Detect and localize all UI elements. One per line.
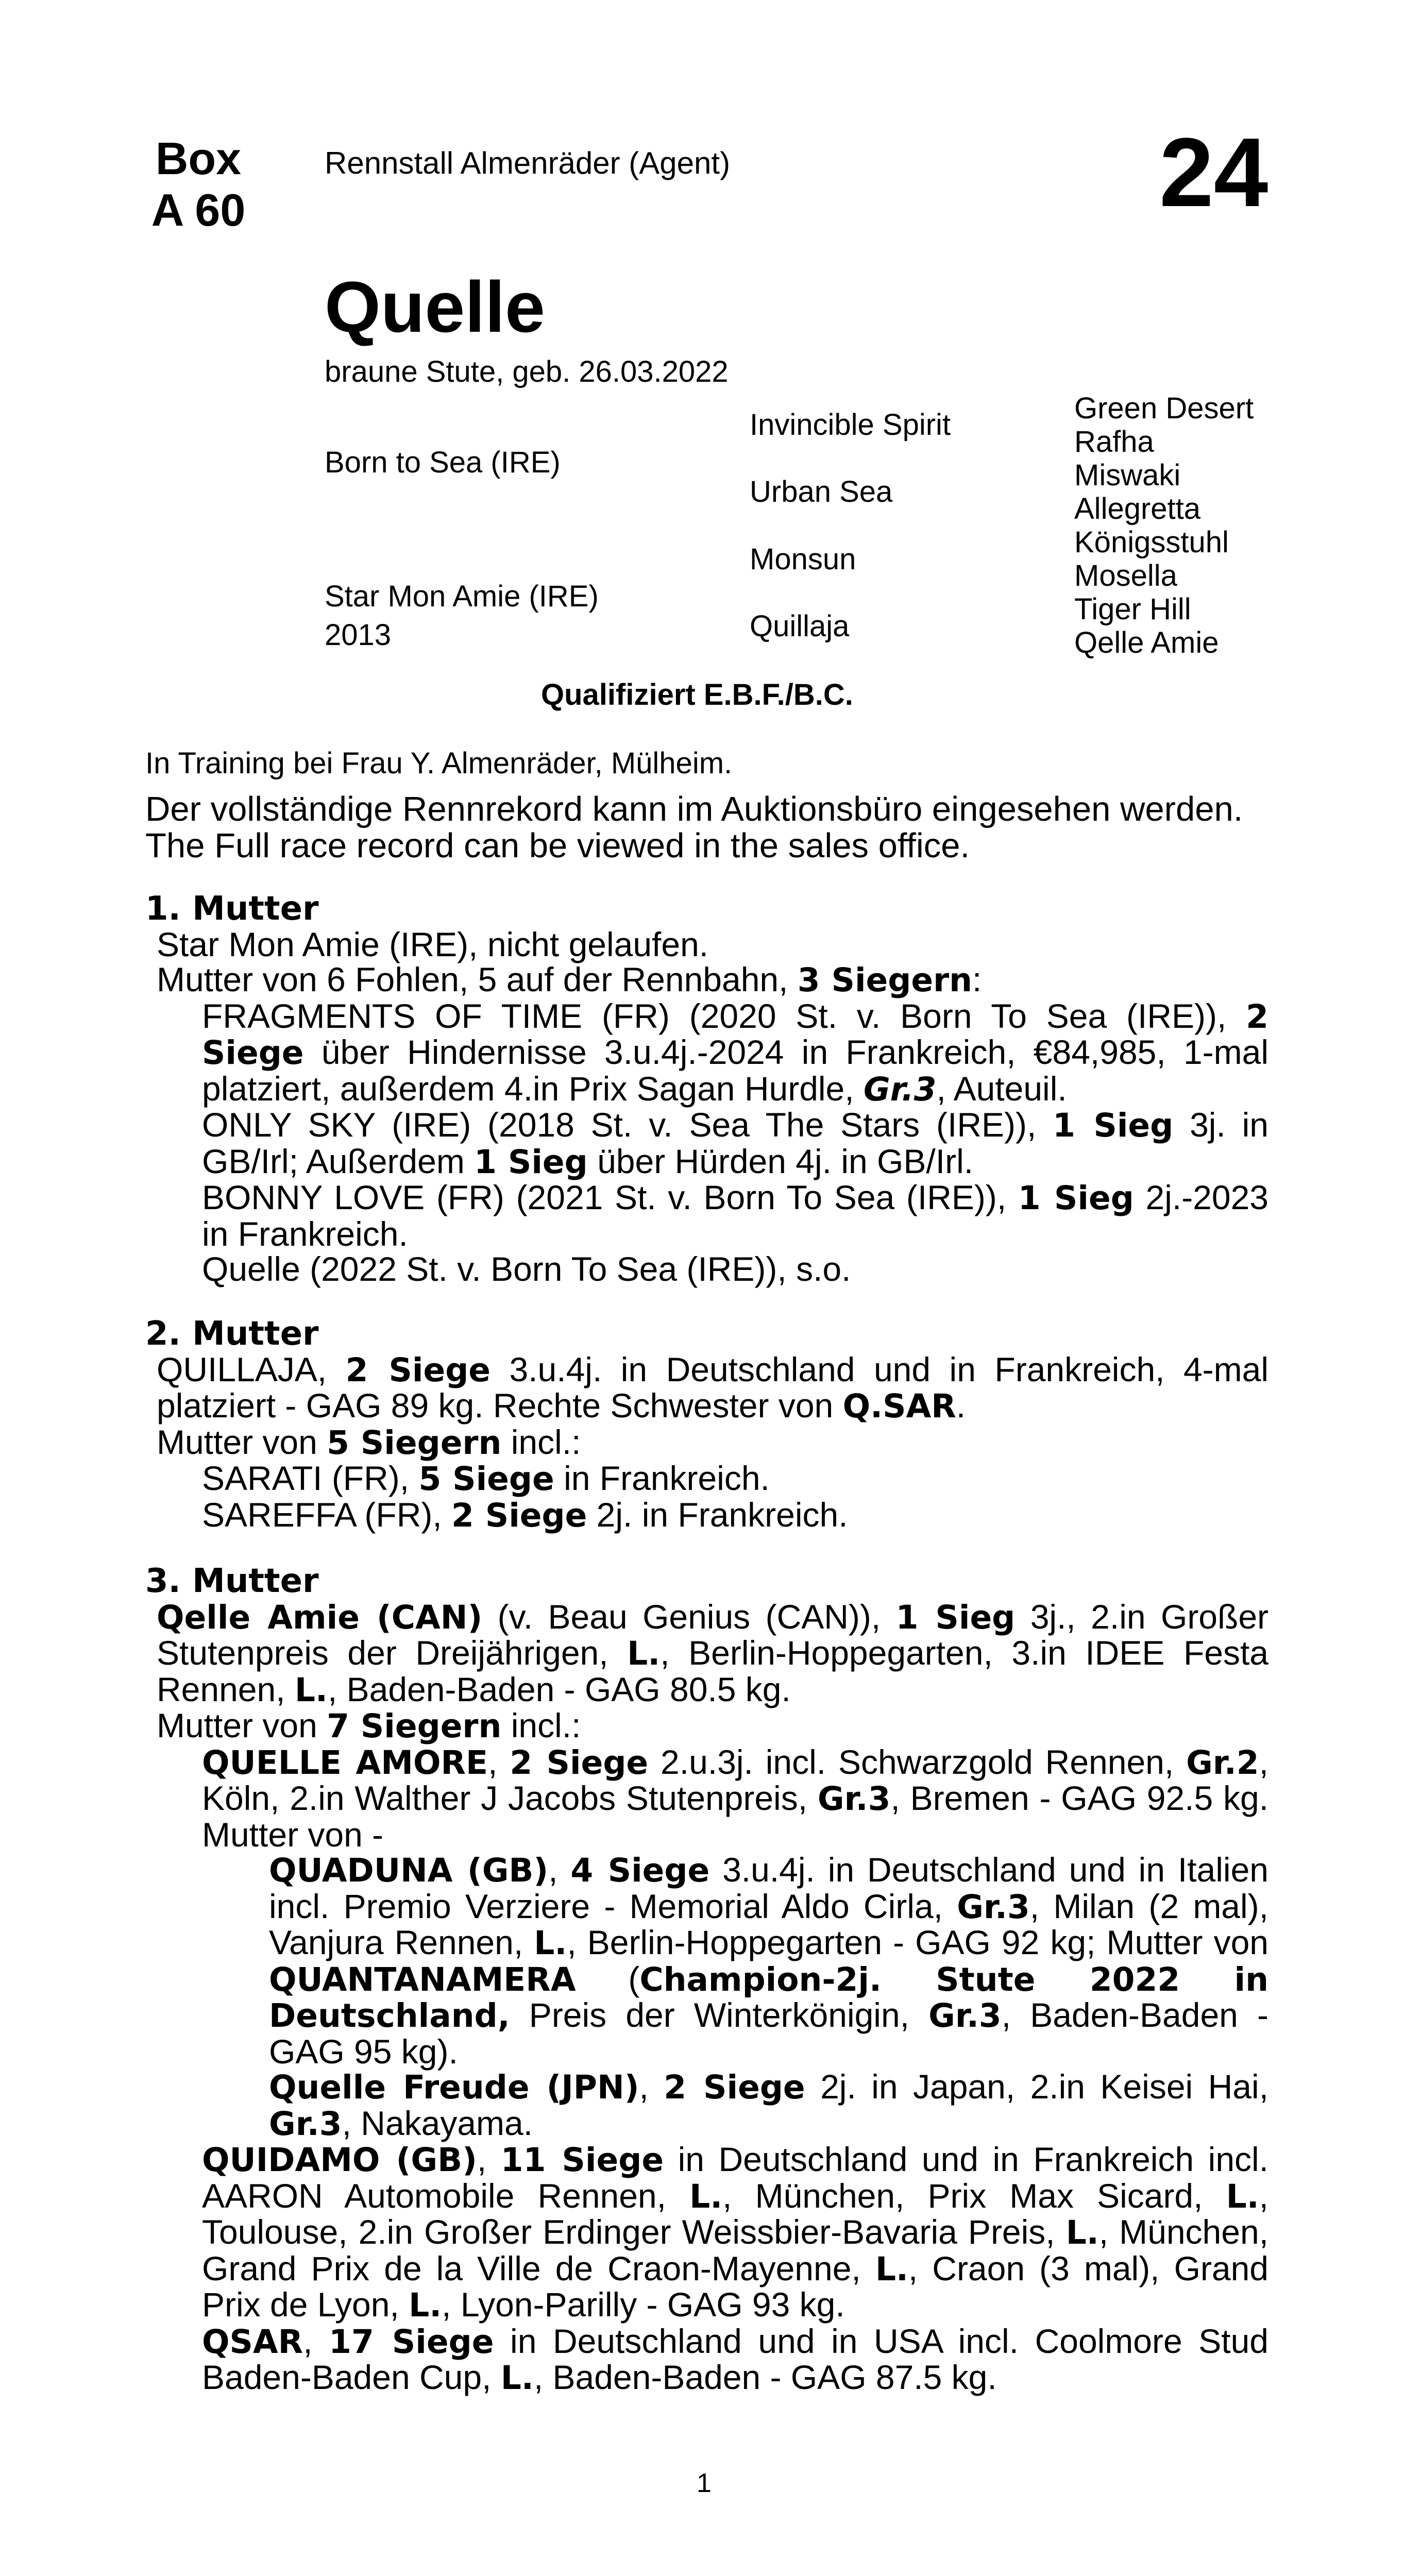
pedigree-gen3: Qelle Amie (1074, 626, 1219, 659)
notice-german: Der vollständige Rennrekord kann im Auktionsbüro eingesehen werden. (145, 790, 1243, 828)
section-third-dam (145, 1564, 1268, 2396)
pedigree-gen3: Miswaki (1074, 459, 1181, 492)
section-second-dam (145, 1316, 1268, 1533)
produce-entry: QUIDAMO (GB), 11 Siege in Deutschland und in Frankreich incl. AARON Automobile Rennen, L., München, Prix Max Sicard, L., Toulouse, 2.in Großer Erdinger Weissbier-Bavaria Preis, L., München, Grand Prix de la Ville de Craon-Mayenne, L., Craon (3 mal), Grand Prix de Lyon, L., Lyon-Parilly - GAG 93 kg. (202, 2140, 1269, 2324)
produce-summary: Mutter von 6 Fohlen, 5 auf der Rennbahn, 3 Siegern: (157, 960, 982, 999)
pedigree-gen3: Tiger Hill (1074, 592, 1191, 626)
pedigree-sire-dam: Urban Sea (750, 475, 893, 509)
dam-line: Qelle Amie (CAN) (v. Beau Genius (CAN)), 1 Sieg 3j., 2.in Großer Stutenpreis der Dreijährigen, L., Berlin-Hoppegarten, 3.in IDEE Festa Rennen, L., Baden-Baden - GAG 80.5 kg. (157, 1597, 1269, 1709)
pedigree-gen3: Rafha (1074, 425, 1154, 459)
notice-english: The Full race record can be viewed in the sales office. (145, 826, 970, 865)
pedigree-dam-sire: Monsun (750, 543, 856, 576)
produce-entry: Quelle (2022 St. v. Born To Sea (IRE)), s.o. (202, 1250, 851, 1288)
box-number: A 60 (151, 184, 246, 235)
dam-line: Star Mon Amie (IRE), nicht gelaufen. (157, 925, 709, 963)
pedigree-gen3: Allegretta (1074, 492, 1201, 526)
produce-entry: QUADUNA (GB), 4 Siege 3.u.4j. in Deutschland und in Italien incl. Premio Verziere - Memorial Aldo Cirla, Gr.3, Milan (2 mal), Vanjura Rennen, L., Berlin-Hoppegarten - GAG 92 kg; Mutter von QUANTANAMERA (Champion-2j. Stute 2022 in Deutschland, Preis der Winterkönigin, Gr.3, Baden-Baden - GAG 95 kg). (269, 1851, 1269, 2071)
produce-entry: SAREFFA (FR), 2 Siege 2j. in Frankreich. (202, 1495, 848, 1534)
produce-summary: Mutter von 7 Siegern incl.: (157, 1706, 581, 1745)
dam-line: QUILLAJA, 2 Siege 3.u.4j. in Deutschland und in Frankreich, 4-mal platziert - GAG 89 kg. Rechte Schwester von Q.SAR. (157, 1350, 1268, 1425)
produce-entry: QUELLE AMORE, 2 Siege 2.u.3j. incl. Schwarzgold Rennen, Gr.2, Köln, 2.in Walther J Jacobs Stutenpreis, Gr.3, Bremen - GAG 92.5 kg. Mutter von - (202, 1742, 1268, 1854)
box-label (147, 133, 250, 236)
pedigree-gen3: Mosella (1074, 559, 1177, 592)
page-number: 1 (697, 2468, 712, 2498)
pedigree-sire: Born to Sea (IRE) (325, 446, 561, 479)
qualification: Qualifiziert E.B.F./B.C. (541, 678, 853, 711)
section-first-dam (145, 891, 1268, 1287)
produce-entry: QSAR, 17 Siege in Deutschland und in USA incl. Coolmore Stud Baden-Baden Cup, L., Baden-Baden - GAG 87.5 kg. (202, 2321, 1269, 2397)
pedigree-gen3: Königsstuhl (1074, 526, 1229, 559)
section-heading: 1. Mutter (145, 890, 319, 928)
pedigree-dam-dam: Quillaja (750, 609, 850, 643)
horse-name: Quelle (325, 266, 545, 347)
pedigree-sire-sire: Invincible Spirit (750, 408, 951, 442)
pedigree-dam-year: 2013 (325, 618, 392, 652)
produce-entry: SARATI (FR), 5 Siege in Frankreich. (202, 1459, 770, 1498)
produce-entry: FRAGMENTS OF TIME (FR) (2020 St. v. Born To Sea (IRE)), 2 Siege über Hindernisse 3.u.4j.-2024 in Frankreich, €84,985, 1-mal platziert, außerdem 4.in Prix Sagan Hurdle, Gr.3, Auteuil. (202, 996, 1268, 1108)
section-heading: 2. Mutter (145, 1315, 319, 1353)
produce-entry: ONLY SKY (IRE) (2018 St. v. Sea The Stars (IRE)), 1 Sieg 3j. in GB/Irl; Außerdem 1 Sieg über Hürden 4j. in GB/Irl. (202, 1106, 1269, 1181)
box-label-text: Box (155, 133, 242, 184)
lot-number: 24 (1159, 118, 1268, 227)
agent-name: Rennstall Almenräder (Agent) (325, 146, 731, 180)
produce-entry: BONNY LOVE (FR) (2021 St. v. Born To Sea (IRE)), 1 Sieg 2j.-2023 in Frankreich. (202, 1178, 1268, 1253)
pedigree-gen3: Green Desert (1074, 392, 1254, 425)
produce-summary: Mutter von 5 Siegern incl.: (157, 1422, 581, 1462)
race-record-notice (145, 791, 1243, 864)
produce-entry: Quelle Freude (JPN), 2 Siege 2j. in Japan, 2.in Keisei Hai, Gr.3, Nakayama. (269, 2067, 1268, 2143)
pedigree-dam: Star Mon Amie (IRE) (325, 580, 599, 613)
section-heading: 3. Mutter (145, 1562, 319, 1600)
training-info: In Training bei Frau Y. Almenräder, Mülheim. (145, 747, 733, 780)
horse-description: braune Stute, geb. 26.03.2022 (325, 355, 729, 388)
